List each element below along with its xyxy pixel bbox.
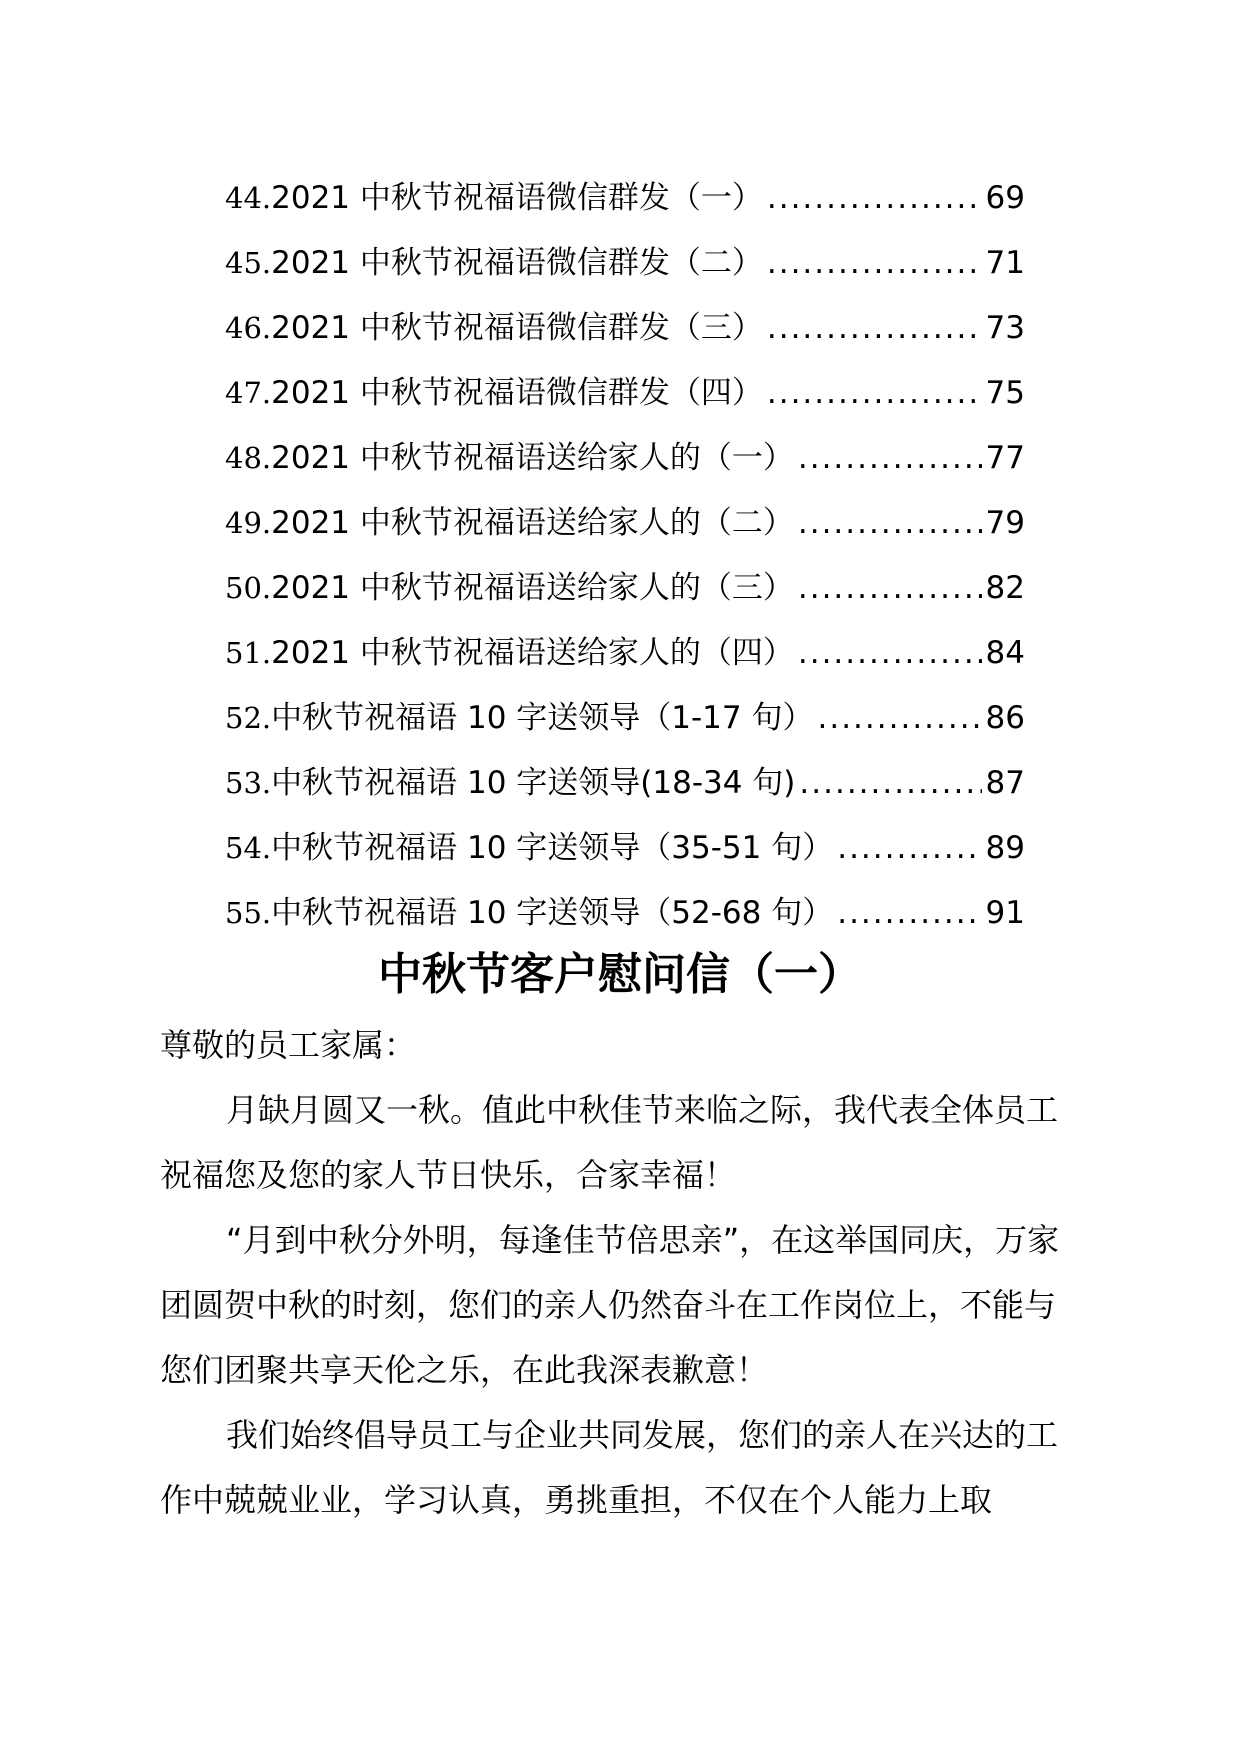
letter-body <box>160 1013 1085 1533</box>
toc-entry-title: 中秋节祝福语 10 字送领导（52-68 句） <box>271 895 834 931</box>
toc-entry-page: 87 <box>985 765 1025 801</box>
toc-entry[interactable] <box>225 231 1025 296</box>
table-of-contents <box>225 166 1025 946</box>
toc-dot-leader <box>837 816 981 881</box>
toc-entry-title: 中秋节祝福语 10 字送领导（35-51 句） <box>271 830 834 866</box>
toc-dot-leader <box>799 751 981 816</box>
toc-entry-page: 75 <box>985 375 1025 411</box>
toc-entry-page: 79 <box>985 505 1025 541</box>
toc-dot-leader <box>767 296 982 361</box>
toc-dot-leader <box>767 166 982 231</box>
toc-entry[interactable] <box>225 686 1025 751</box>
toc-dot-leader <box>818 686 982 751</box>
toc-entry-number: 46. <box>225 311 272 345</box>
toc-entry-page: 69 <box>985 180 1025 216</box>
toc-dot-leader <box>798 491 982 556</box>
toc-entry-title: 2021 中秋节祝福语微信群发（二） <box>271 245 763 281</box>
toc-entry-title: 2021 中秋节祝福语送给家人的（四） <box>271 635 794 671</box>
letter-salutation: 尊敬的员工家属： <box>160 1026 417 1064</box>
toc-dot-leader <box>798 426 982 491</box>
letter-paragraph: 月缺月圆又一秋。值此中秋佳节来临之际，我代表全体员工祝福您及您的家人节日快乐，合家幸福！ <box>160 1091 1059 1194</box>
letter-paragraph: 我们始终倡导员工与企业共同发展，您们的亲人在兴达的工作中兢兢业业，学习认真，勇挑重担，不仅在个人能力上取 <box>160 1416 1059 1519</box>
toc-entry-page: 73 <box>985 310 1025 346</box>
toc-entry[interactable] <box>225 426 1025 491</box>
toc-entry-title: 中秋节祝福语 10 字送领导(18-34 句) <box>271 765 796 801</box>
toc-entry[interactable] <box>225 751 1025 816</box>
toc-entry-number: 47. <box>225 376 272 410</box>
toc-dot-leader <box>798 556 982 621</box>
toc-dot-leader <box>837 881 981 946</box>
toc-entry[interactable] <box>225 166 1025 231</box>
toc-entry-page: 84 <box>985 635 1025 671</box>
toc-entry-page: 71 <box>985 245 1025 281</box>
toc-entry-title: 2021 中秋节祝福语微信群发（三） <box>271 310 763 346</box>
toc-entry-number: 53. <box>225 766 272 800</box>
toc-entry[interactable] <box>225 621 1025 686</box>
letter-title: 中秋节客户慰问信（一） <box>378 949 862 1000</box>
toc-entry[interactable] <box>225 491 1025 556</box>
toc-entry[interactable] <box>225 361 1025 426</box>
toc-entry-number: 55. <box>225 896 272 930</box>
toc-entry-title: 2021 中秋节祝福语送给家人的（二） <box>271 505 794 541</box>
toc-entry-page: 89 <box>985 830 1025 866</box>
toc-dot-leader <box>798 621 982 686</box>
toc-entry-title: 2021 中秋节祝福语送给家人的（一） <box>271 440 794 476</box>
toc-entry-number: 45. <box>225 246 272 280</box>
toc-entry-number: 49. <box>225 506 272 540</box>
toc-entry-page: 82 <box>985 570 1025 606</box>
toc-entry[interactable] <box>225 881 1025 946</box>
toc-entry-page: 86 <box>985 700 1025 736</box>
toc-entry-number: 44. <box>225 181 272 215</box>
letter-paragraph: “月到中秋分外明，每逢佳节倍思亲”，在这举国同庆，万家团圆贺中秋的时刻，您们的亲人仍然奋斗在工作岗位上，不能与您们团聚共享天伦之乐，在此我深表歉意！ <box>160 1221 1060 1389</box>
toc-dot-leader <box>767 361 982 426</box>
toc-entry-number: 52. <box>225 701 272 735</box>
toc-entry[interactable] <box>225 296 1025 361</box>
toc-entry-number: 48. <box>225 441 272 475</box>
toc-entry[interactable] <box>225 816 1025 881</box>
toc-entry-page: 91 <box>985 895 1025 931</box>
toc-entry-title: 2021 中秋节祝福语微信群发（一） <box>271 180 763 216</box>
toc-entry-title: 中秋节祝福语 10 字送领导（1-17 句） <box>271 700 814 736</box>
toc-entry-number: 54. <box>225 831 272 865</box>
toc-entry-title: 2021 中秋节祝福语送给家人的（三） <box>271 570 794 606</box>
toc-entry[interactable] <box>225 556 1025 621</box>
toc-entry-title: 2021 中秋节祝福语微信群发（四） <box>271 375 763 411</box>
toc-entry-page: 77 <box>985 440 1025 476</box>
toc-dot-leader <box>767 231 982 296</box>
toc-entry-number: 50. <box>225 571 272 605</box>
toc-entry-number: 51. <box>225 636 272 670</box>
